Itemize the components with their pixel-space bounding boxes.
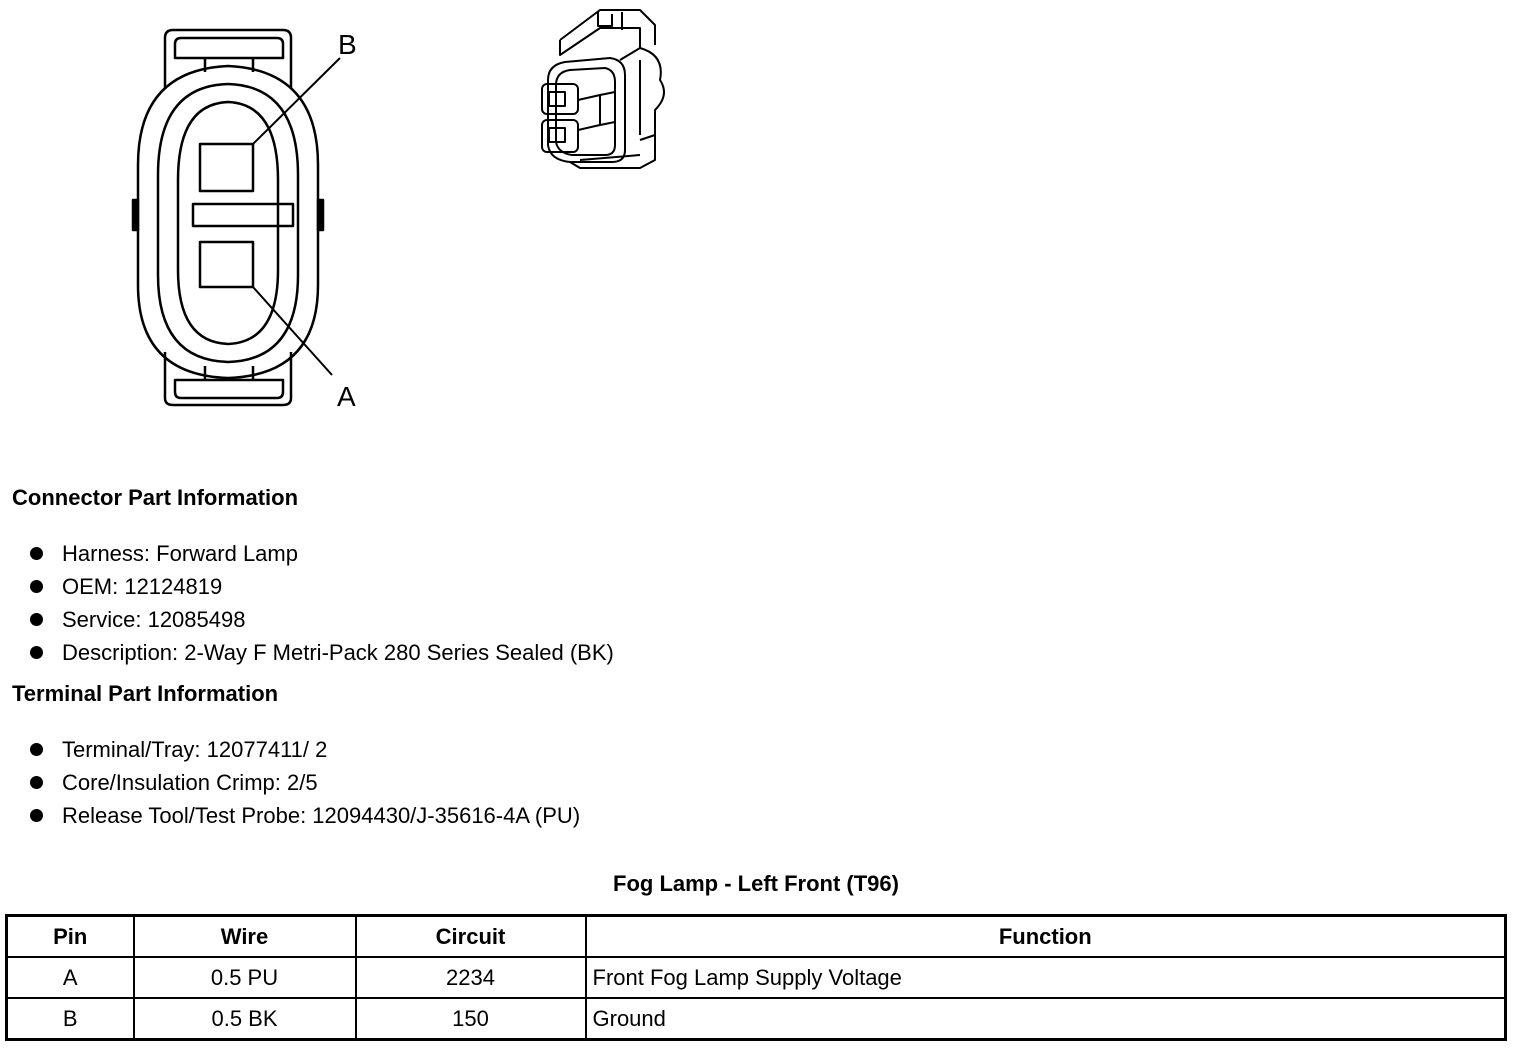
terminal-info-list [28,733,580,832]
cell-wire: 0.5 PU [134,957,356,998]
list-item: Service: 12085498 [28,603,614,636]
header-wire: Wire [134,916,356,958]
list-item: Terminal/Tray: 12077411/ 2 [28,733,580,766]
pinout-table [5,914,1507,1041]
cell-pin: B [7,998,134,1040]
header-function: Function [586,916,1506,958]
table-header-row [7,916,1506,958]
list-item: Harness: Forward Lamp [28,537,614,570]
table-row [7,998,1506,1040]
cell-function: Front Fog Lamp Supply Voltage [586,957,1506,998]
connector-info-heading: Connector Part Information [12,485,299,510]
connector-face-diagram [120,20,380,420]
list-item: Description: 2-Way F Metri-Pack 280 Series Sealed (BK) [28,636,614,669]
list-item: Core/Insulation Crimp: 2/5 [28,766,580,799]
list-item: Release Tool/Test Probe: 12094430/J-35616-4A (PU) [28,799,580,832]
cell-pin: A [7,957,134,998]
cell-circuit: 2234 [356,957,586,998]
list-item: OEM: 12124819 [28,570,614,603]
connector-info-list [28,537,614,669]
header-pin: Pin [7,916,134,958]
header-circuit: Circuit [356,916,586,958]
connector-isometric-diagram [530,0,670,175]
cell-function: Ground [586,998,1506,1040]
cell-wire: 0.5 BK [134,998,356,1040]
pin-a-label: A [337,381,356,412]
pinout-table-title: Fog Lamp - Left Front (T96) [613,871,899,896]
terminal-info-heading: Terminal Part Information [12,681,279,706]
table-row [7,957,1506,998]
pin-b-label: B [338,29,357,60]
cell-circuit: 150 [356,998,586,1040]
